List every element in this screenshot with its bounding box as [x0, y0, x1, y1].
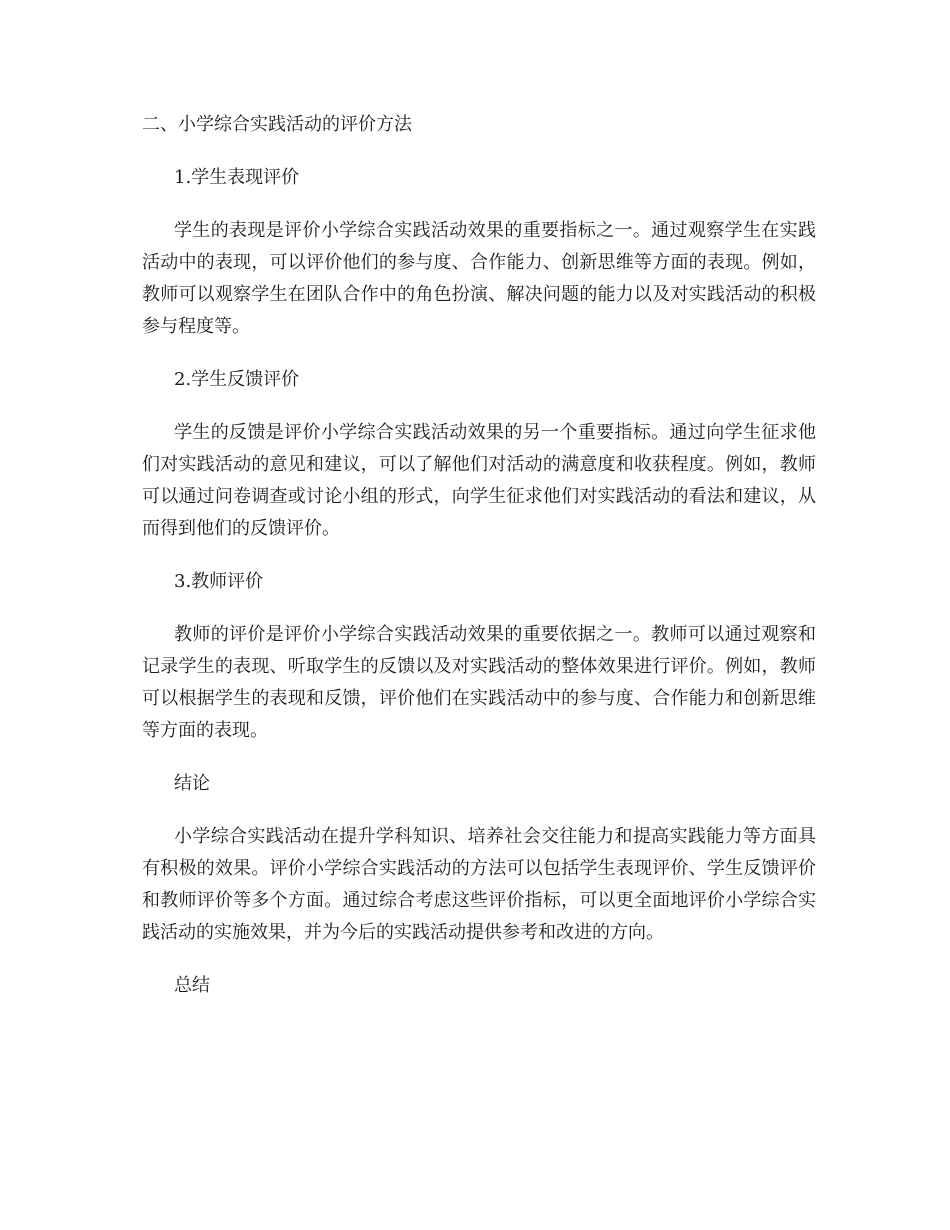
- paragraph-teacher-evaluation: 教师的评价是评价小学综合实践活动效果的重要依据之一。教师可以通过观察和记录学生的表现、听取学生的反馈以及对实践活动的整体效果进行评价。例如，教师可以根据学生的表现和反馈，评价他们在实践活动中的参与度、合作能力和创新思维等方面的表现。: [142, 624, 816, 741]
- summary-heading: 总结: [174, 975, 210, 996]
- subheading-student-feedback: 2.学生反馈评价: [174, 369, 300, 390]
- subheading-teacher-evaluation: 3.教师评价: [174, 571, 264, 592]
- paragraph-student-feedback: 学生的反馈是评价小学综合实践活动效果的另一个重要指标。通过向学生征求他们对实践活动的意见和建议，可以了解他们对活动的满意度和收获程度。例如，教师可以通过问卷调查或讨论小组的形式，向学生征求他们对实践活动的看法和建议，从而得到他们的反馈评价。: [142, 422, 816, 539]
- document-body: [142, 109, 816, 1023]
- section-title: 二、小学综合实践活动的评价方法: [142, 114, 412, 135]
- conclusion-heading: 结论: [174, 773, 210, 794]
- subheading-student-performance: 1.学生表现评价: [174, 167, 300, 188]
- paragraph-student-performance: 学生的表现是评价小学综合实践活动效果的重要指标之一。通过观察学生在实践活动中的表现，可以评价他们的参与度、合作能力、创新思维等方面的表现。例如，教师可以观察学生在团队合作中的角色扮演、解决问题的能力以及对实践活动的积极参与程度等。: [142, 220, 816, 337]
- conclusion-paragraph: 小学综合实践活动在提升学科知识、培养社会交往能力和提高实践能力等方面具有积极的效果。评价小学综合实践活动的方法可以包括学生表现评价、学生反馈评价和教师评价等多个方面。通过综合考虑这些评价指标，可以更全面地评价小学综合实践活动的实施效果，并为今后的实践活动提供参考和改进的方向。: [142, 826, 816, 943]
